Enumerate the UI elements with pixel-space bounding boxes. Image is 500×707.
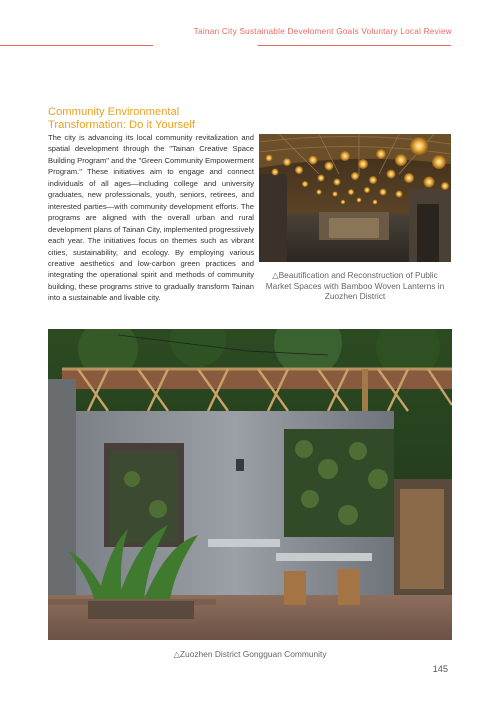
- body-paragraph: The city is advancing its local community revitalization and spatial development through the "Tainan Creative Space Building Program" and the "Green Community Empowerment Program." These initiatives aim to engage and connect individuals of all ages—including college and university graduates, new professionals, youth, seniors, retirees, and interested parties—with community development efforts. The programs are aligned with the overall urban and rural development plans of Tainan City, implemented progressively each year. The initiatives focus on themes such as vibrant cities, sustainability, and ecology. By employing various creative aesthetics and low-carbon green practices and integrating the operational spirit and methods of community building, these programs strive to gradually transform Tainan into a sustainable and livable city.: [48, 133, 254, 303]
- community-photo: [48, 329, 452, 640]
- lanterns-photo: [259, 134, 451, 262]
- lanterns-caption: △Beautification and Reconstruction of Public Market Spaces with Bamboo Woven Lanterns in Zuozhen District: [265, 270, 445, 301]
- community-caption: △Zuozhen District Gongguan Community: [173, 649, 327, 659]
- header-rule-right: [258, 45, 451, 46]
- header-rule-left: [0, 45, 153, 46]
- section-heading: Community Environmental Transformation: Do it Yourself: [48, 106, 195, 131]
- header-title: Tainan City Sustainable Develoment Goals Voluntary Local Review: [193, 27, 452, 36]
- page-number: 145: [432, 664, 448, 674]
